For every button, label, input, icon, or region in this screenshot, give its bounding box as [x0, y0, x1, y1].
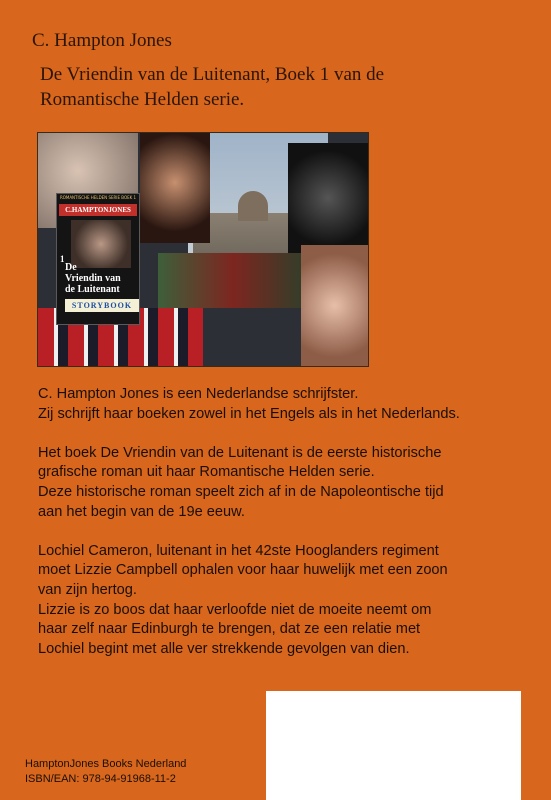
cover-collage	[38, 133, 368, 366]
text-line: haar zelf naar Edinburgh te brengen, dat ze een relatie met	[38, 621, 421, 638]
text-line: van zijn hertog.	[38, 581, 137, 598]
skeleton-photo	[288, 143, 368, 253]
cover-title-line: De	[65, 262, 77, 273]
text-line: Zij schrijft haar boeken zowel in het Engels als in het Nederlands.	[38, 405, 460, 422]
text-line: C. Hampton Jones is een Nederlandse schrijfster.	[38, 386, 359, 402]
storybook-badge: STORYBOOK	[65, 299, 139, 312]
cover-title-line: Vriendin van	[65, 273, 121, 284]
cover-author: C.HAMPTONJONES	[59, 204, 137, 216]
subtitle-line: Romantische Helden serie.	[40, 89, 245, 110]
cover-title	[65, 262, 137, 295]
publisher-info	[25, 757, 186, 787]
text-line: Het boek De Vriendin van de Luitenant is de eerste historische	[38, 444, 442, 461]
cover-face-photo	[71, 220, 131, 268]
barcode-area	[266, 691, 521, 800]
text-line: grafische roman uit haar Romantische Helden serie.	[38, 464, 375, 481]
cover-title-line: de Luitenant	[65, 284, 120, 295]
publisher-name: HamptonJones Books Nederland	[25, 758, 187, 770]
paragraph-gap	[38, 522, 543, 542]
text-line: moet Lizzie Campbell ophalen voor haar huwelijk met een zoon	[38, 562, 448, 579]
cover-series-label: ROMANTISCHE HELDEN SERIE BOEK 1	[59, 195, 137, 200]
subtitle-line: De Vriendin van de Luitenant, Boek 1 van de	[40, 64, 385, 85]
lying-figure-photo	[158, 253, 308, 308]
author-name: C. Hampton Jones	[32, 30, 172, 51]
kiss-photo	[301, 245, 368, 366]
dome-photo	[238, 191, 268, 221]
text-line: Lochiel Cameron, luitenant in het 42ste Hooglanders regiment	[38, 542, 439, 559]
isbn: ISBN/EAN: 978-94-91968-11-2	[25, 773, 176, 785]
woman-photo	[140, 133, 210, 243]
book-cover-thumbnail	[56, 193, 140, 325]
blurb-text	[38, 385, 543, 659]
book-subtitle	[40, 62, 500, 112]
cover-number: 1	[60, 254, 65, 264]
text-line: Deze historische roman speelt zich af in de Napoleontische tijd	[38, 483, 444, 500]
text-line: Lochiel begint met alle ver strekkende gevolgen van dien.	[38, 640, 410, 657]
paragraph-gap	[38, 424, 543, 444]
text-line: aan het begin van de 19e eeuw.	[38, 503, 245, 520]
text-line: Lizzie is zo boos dat haar verloofde niet de moeite neemt om	[38, 601, 432, 618]
